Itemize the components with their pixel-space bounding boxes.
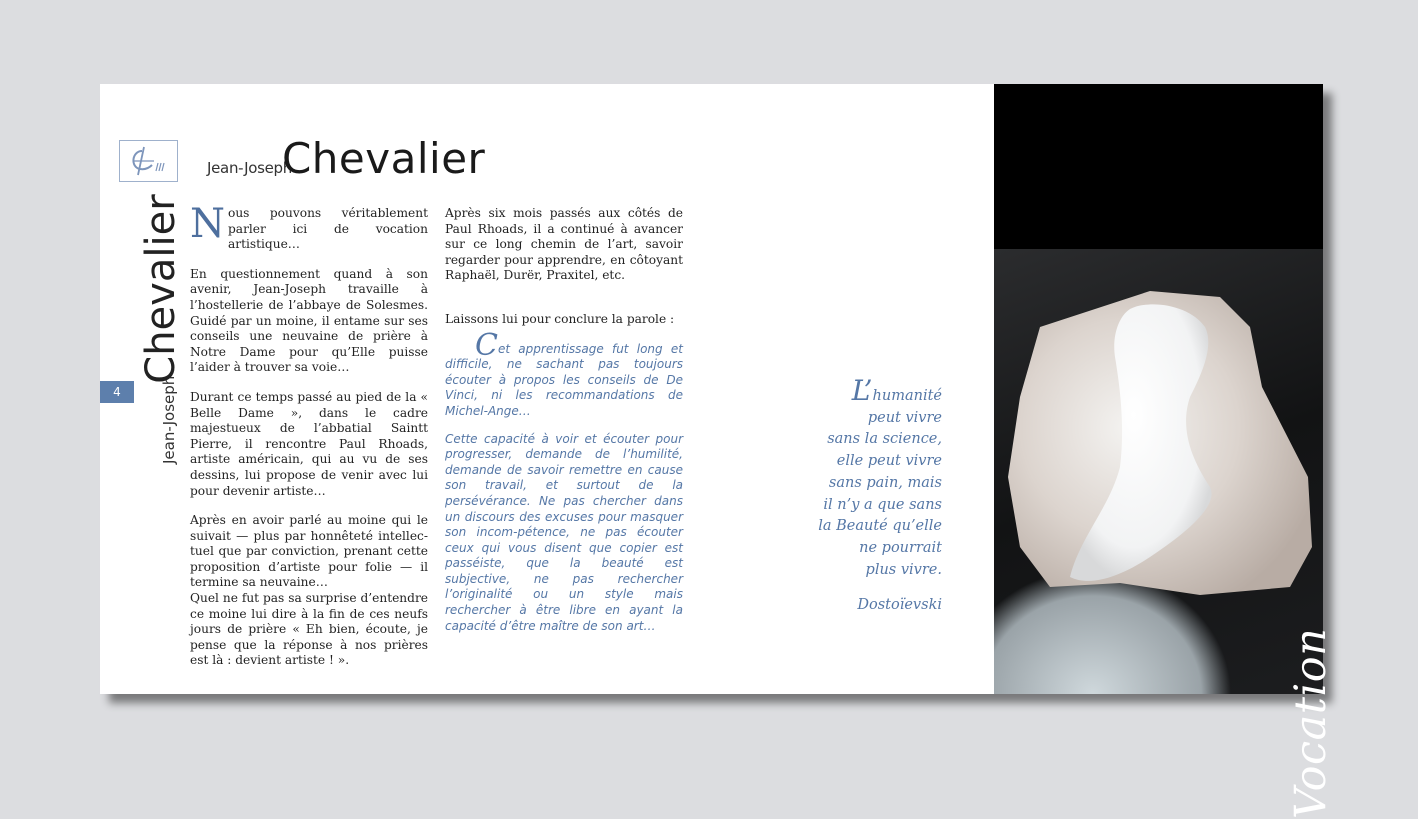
page-number-badge: 4 (100, 381, 134, 403)
title-first-name: Jean-Joseph (207, 159, 292, 177)
poem-line: plus vivre. (865, 561, 942, 578)
poem-line: sans pain, mais (828, 474, 942, 491)
monogram-icon (120, 141, 176, 180)
sculpture-image (1000, 287, 1318, 617)
monogram-logo (119, 140, 178, 182)
magazine-spread (100, 84, 1336, 819)
paragraph: Durant ce temps passé au pied de la « Belle Dame », dans le cadre majestueux de l’abbatial Saintt Pierre, il rencontre Paul Rhoads, artiste américain, qui au vu de ses dessins, lui propose de venir avec lui pour devenir artiste… (190, 389, 428, 498)
paragraph-lead-in: Laissons lui pour conclure la parole : (445, 311, 675, 326)
side-title-last-name: Chevalier (138, 194, 184, 384)
paragraph: Après en avoir parlé au moine qui le suivait — plus par honnêteté intellec-tuel que par conviction, prenant cette proposition d’artiste pour folie — il termine sa neuvaine… (190, 513, 428, 590)
quote-drop-cap: C (475, 327, 498, 363)
sculpture-photo (994, 249, 1336, 819)
poem-cap: L’ (851, 374, 873, 407)
dostoevsky-quote (762, 374, 942, 617)
vertical-side-title (138, 194, 184, 464)
poem-line: elle peut vivre (836, 453, 942, 470)
poem-line: ne pourrait (859, 539, 942, 556)
text-column-2 (445, 206, 683, 646)
paragraph: Après six mois passés aux côtés de Paul Rhoads, il a continué à avancer sur ce long chemin de l’art, savoir regarder pour apprendre, en côtoyant Raphaël, Durër, Praxitel, etc. (445, 206, 683, 283)
vocation-caption: Vocation (1286, 627, 1336, 819)
side-title-first-name: Jean-Joseph (160, 375, 178, 464)
text-column-1 (190, 201, 428, 683)
paragraph: En questionnement quand à son avenir, Jean-Joseph travaille à l’hostellerie de l’abbaye de Solesmes. Guidé par un moine, il entame sur ses conseils une neuvaine de prière à Notre Dame pour qu’Elle puisse l’aider à trouver sa voie… (190, 266, 428, 375)
article-title (207, 134, 485, 183)
quote-author: Dostoïevski (857, 597, 942, 614)
poem-line: la Beauté qu’elle (818, 518, 942, 535)
artist-quote (445, 327, 683, 635)
right-page-photo-panel (994, 84, 1336, 819)
paragraph: Quel ne fut pas sa surprise d’entendre ce moine lui dire à la fin de ces neufs jours de prière « Eh bien, écoute, je pense que la réponse à nos prières est là : devient artiste ! ». (190, 591, 428, 668)
poem-line: L’humanité (851, 374, 942, 407)
left-page (100, 84, 994, 694)
poem-line: peut vivre (867, 409, 942, 426)
paragraph-intro: Nous pouvons véritablement parler ici de vocation artistique… (190, 201, 428, 252)
title-last-name: Chevalier (281, 134, 486, 183)
quote-paragraph: Cet apprentissage fut long et difficile, ne sachant pas toujours écouter à propos les conseils de De Vinci, ni les recommandations de Michel-Ange… (445, 327, 683, 418)
drop-cap: N (190, 201, 225, 247)
poem-line: sans la science, (827, 431, 942, 448)
quote-paragraph: Cette capacité à voir et écouter pour progresser, demande de l’humilité, demande de savoir remettre en cause son travail, et surtout de la persévérance. Ne pas chercher dans un discours des excuses pour masquer son incom-pétence, ne pas écouter ceux qui vous disent que copier est passéiste, que la beauté est subjective, ne pas rechercher l’originalité ou un style mais rechercher à être libre en ayant la capacité d’être maître de son art… (445, 431, 683, 633)
poem-line: il n’y a que sans (823, 496, 942, 513)
